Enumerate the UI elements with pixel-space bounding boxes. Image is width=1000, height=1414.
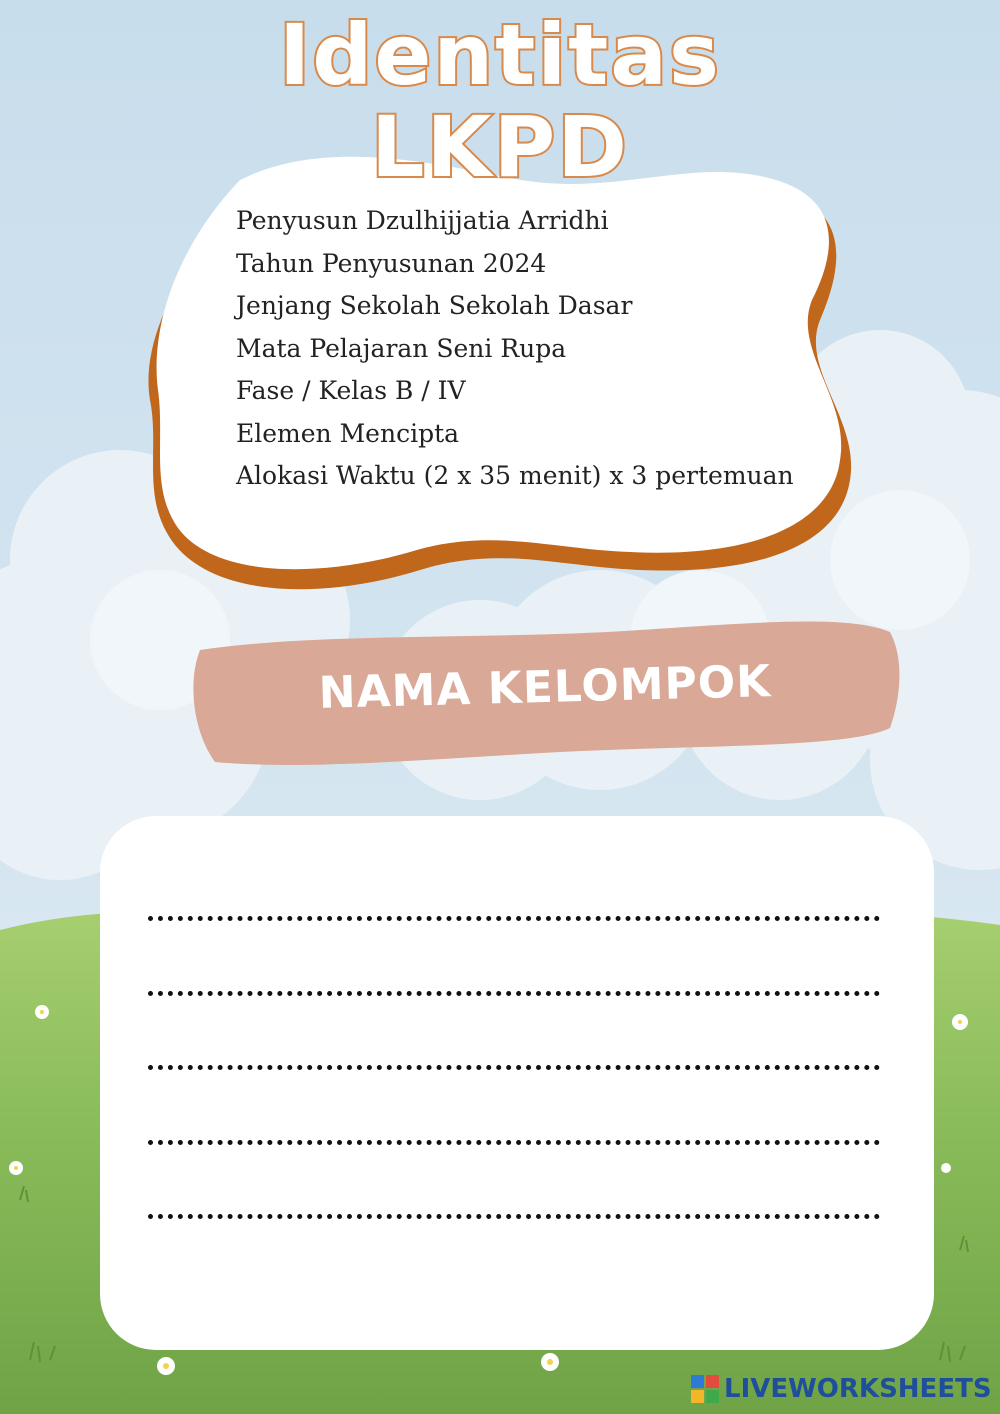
identity-fase-kelas: Fase / Kelas B / IV bbox=[236, 376, 466, 405]
member-line-5[interactable] bbox=[148, 1214, 880, 1219]
liveworksheets-watermark bbox=[690, 1372, 992, 1406]
identity-mapel: Mata Pelajaran Seni Rupa bbox=[236, 333, 567, 363]
identity-alokasi: Alokasi Waktu (2 x 35 menit) x 3 pertemuan bbox=[236, 461, 794, 490]
watermark-text: LIVEWORKSHEETS bbox=[724, 1374, 992, 1404]
member-line-1[interactable] bbox=[148, 916, 880, 921]
title-line-1: Identitas bbox=[279, 6, 721, 104]
identity-elemen: Elemen Mencipta bbox=[236, 418, 460, 448]
member-line-4[interactable] bbox=[148, 1140, 880, 1145]
title-line-2: LKPD bbox=[371, 98, 629, 196]
identity-jenjang: Jenjang Sekolah Sekolah Dasar bbox=[236, 291, 633, 320]
identity-tahun: Tahun Penyusunan 2024 bbox=[236, 248, 547, 278]
member-line-2[interactable] bbox=[148, 991, 880, 996]
liveworksheets-logo-icon bbox=[690, 1374, 720, 1404]
group-members-card bbox=[100, 816, 934, 1350]
identity-info bbox=[236, 200, 816, 498]
member-line-3[interactable] bbox=[148, 1065, 880, 1070]
identity-penyusun: Penyusun Dzulhijjatia Arridhi bbox=[236, 206, 609, 235]
group-name-label: NAMA KELOMPOK bbox=[318, 656, 772, 719]
